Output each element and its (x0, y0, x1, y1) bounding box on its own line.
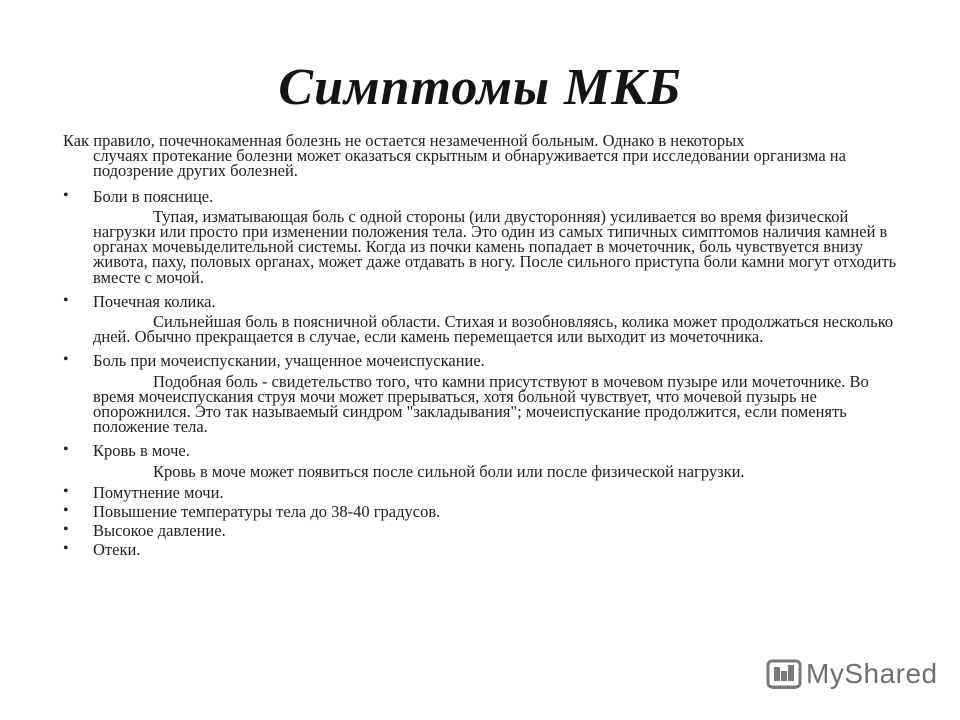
myshared-watermark (766, 656, 938, 692)
bullet-icon: • (63, 502, 69, 520)
slide-body (63, 133, 913, 562)
list-item-label: Отеки. (93, 540, 141, 560)
list-item-description: Подобная боль - свидетельство того, что камни присутствуют в мочевом пузыре или мочеточнике. Во время мочеиспускания струя мочи может прерываться, хотя больной чувствует, что мочевой пузырь не опорожнился. Это так называемый синдром "закладывания"; мочеиспускание продолжится, если поменять положение тела. (93, 371, 869, 437)
bullet-icon: • (63, 291, 69, 309)
bullet-icon: • (63, 521, 69, 539)
slide-title: Симптомы МКБ (278, 59, 682, 116)
list-item-description: Кровь в моче может появиться после сильной боли или после физической нагрузки. (153, 461, 745, 481)
list-item-lower-back-pain (63, 186, 913, 287)
list-item-label: Боли в пояснице. (93, 186, 214, 206)
list-item-renal-colic (63, 291, 913, 347)
intro-paragraph (63, 133, 913, 179)
list-item-cloudy-urine (63, 482, 913, 502)
bullet-icon: • (63, 186, 69, 204)
watermark-text: MyShared (806, 658, 938, 689)
list-item-label: Кровь в моче. (93, 441, 190, 461)
list-item-description: Сильнейшая боль в поясничной области. Стихая и возобновляясь, колика может продолжаться несколько дней. Обычно прекращается в случае, если камень перемещается или выходит из мочеточника. (93, 312, 894, 347)
myshared-logo-icon (766, 657, 802, 691)
list-item-painful-urination (63, 351, 913, 437)
list-item-label: Высокое давление. (93, 521, 226, 541)
list-item-fever (63, 502, 913, 522)
bullet-icon: • (63, 441, 69, 459)
list-item-label: Помутнение мочи. (93, 482, 224, 502)
list-item-high-pressure (63, 521, 913, 541)
list-item-label: Повышение температуры тела до 38-40 градусов. (93, 502, 441, 522)
list-item-blood-in-urine (63, 441, 913, 481)
list-item-edema (63, 540, 913, 560)
bullet-icon: • (63, 482, 69, 500)
intro-first-line: Как правило, почечнокаменная болезнь не остается незамеченной больным. Однако в некоторых (63, 131, 745, 150)
list-item-label: Почечная колика. (93, 291, 216, 311)
list-item-description: Тупая, изматывающая боль с одной стороны (или двусторонняя) усиливается во время физической нагрузки или просто при изменении положения тела. Это один из самых типичных симптомов наличия камней в органах мочевыделительной системы. Когда из почки камень попадает в мочеточник, боль чувствуется внизу живота, паху, половых органах, может даже отдавать в ногу. После сильного приступа боли камни могут отходить вместе с мочой. (93, 206, 897, 287)
list-item-label: Боль при мочеиспускании, учащенное мочеиспускание. (93, 351, 485, 371)
intro-continuation: случаях протекание болезни может оказаться скрытным и обнаруживается при исследовании организма на подозрение других болезней. (93, 146, 846, 181)
bullet-icon: • (63, 351, 69, 369)
bullet-icon: • (63, 540, 69, 558)
